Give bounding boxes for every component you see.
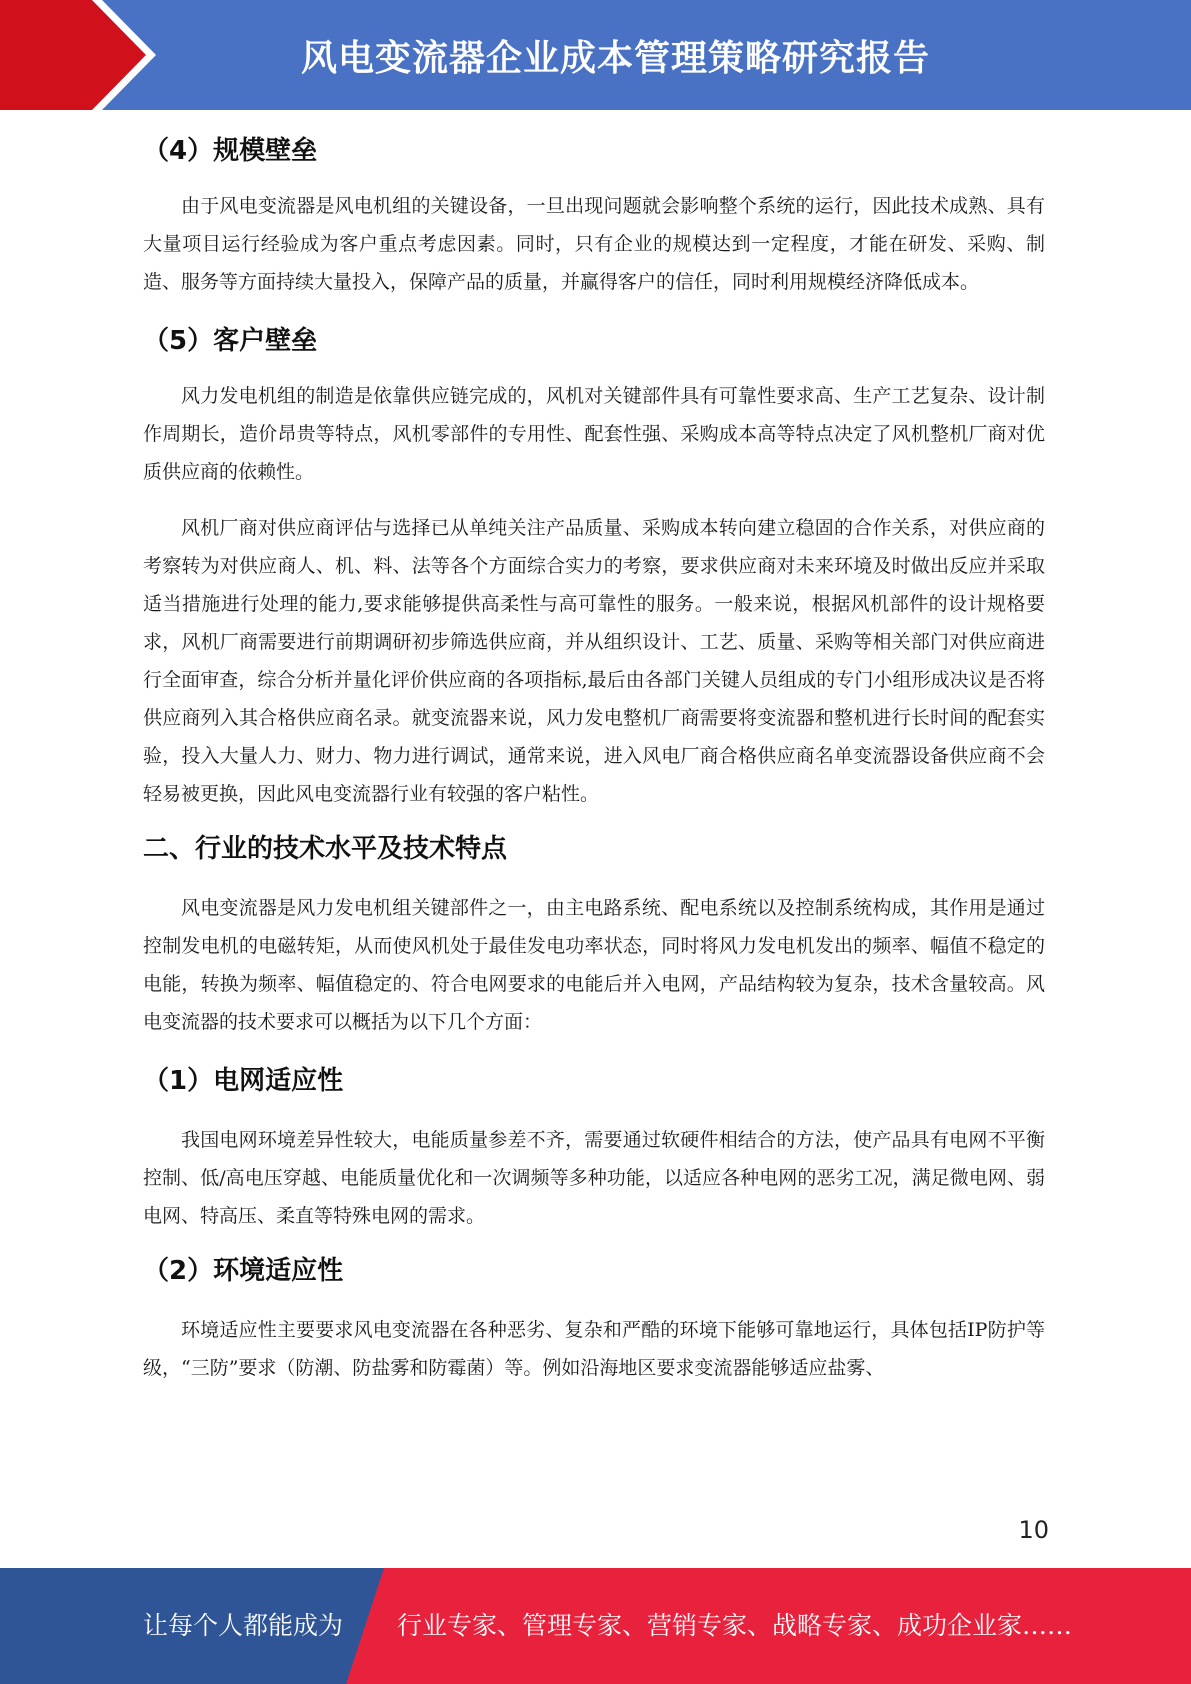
footer-slogan-right: 行业专家、管理专家、营销专家、战略专家、成功企业家…… bbox=[397, 1611, 1073, 1640]
header-chevron-decoration bbox=[0, 0, 160, 110]
chevron-red-shape bbox=[0, 0, 146, 110]
heading-scale-barrier: （4）规模壁垒 bbox=[143, 136, 318, 166]
paragraph-env-adaptability: 环境适应性主要要求风电变流器在各种恶劣、复杂和严酷的环境下能够可靠地运行，具体包括IP防护等级，“三防”要求（防潮、防盐雾和防霉菌）等。例如沿海地区要求变流器能够适应盐雾、 bbox=[143, 1319, 1045, 1379]
paragraph-tech-level: 风电变流器是风力发电机组关键部件之一，由主电路系统、配电系统以及控制系统构成，其作用是通过控制发电机的电磁转矩，从而使风机处于最佳发电功率状态，同时将风力发电机发出的频率、幅值不稳定的电能，转换为频率、幅值稳定的、符合电网要求的电能后并入电网，产品结构较为复杂，技术含量较高。风电变流器的技术要求可以概括为以下几个方面： bbox=[143, 897, 1045, 1033]
heading-env-adaptability: （2）环境适应性 bbox=[143, 1256, 344, 1286]
heading-tech-level: 二、行业的技术水平及技术特点 bbox=[143, 834, 508, 864]
footer-slogan-left: 让每个人都能成为 bbox=[143, 1611, 344, 1640]
page-content bbox=[143, 125, 1045, 1387]
paragraph-grid-adaptability: 我国电网环境差异性较大，电能质量参差不齐，需要通过软硬件相结合的方法，使产品具有电网不平衡控制、低/高电压穿越、电能质量优化和一次调频等多种功能，以适应各种电网的恶劣工况，满足微电网、弱电网、特高压、柔直等特殊电网的需求。 bbox=[143, 1129, 1045, 1227]
heading-customer-barrier: （5）客户壁垒 bbox=[143, 326, 318, 356]
paragraph-scale-barrier: 由于风电变流器是风电机组的关键设备，一旦出现问题就会影响整个系统的运行，因此技术成熟、具有大量项目运行经验成为客户重点考虑因素。同时，只有企业的规模达到一定程度，才能在研发、采购、制造、服务等方面持续大量投入，保障产品的质量，并赢得客户的信任，同时利用规模经济降低成本。 bbox=[143, 195, 1045, 293]
paragraph-customer-barrier-2: 风机厂商对供应商评估与选择已从单纯关注产品质量、采购成本转向建立稳固的合作关系，对供应商的考察转为对供应商人、机、料、法等各个方面综合实力的考察，要求供应商对未来环境及时做出反应并采取适当措施进行处理的能力,要求能够提供高柔性与高可靠性的服务。一般来说，根据风机部件的设计规格要求，风机厂商需要进行前期调研初步筛选供应商，并从组织设计、工艺、质量、采购等相关部门对供应商进行全面审查，综合分析并量化评价供应商的各项指标,最后由各部门关键人员组成的专门小组形成决议是否将供应商列入其合格供应商名录。就变流器来说，风力发电整机厂商需要将变流器和整机进行长时间的配套实验，投入大量人力、财力、物力进行调试，通常来说，进入风电厂商合格供应商名单变流器设备供应商不会轻易被更换，因此风电变流器行业有较强的客户粘性。 bbox=[143, 517, 1045, 805]
page-header bbox=[0, 0, 1191, 110]
paragraph-customer-barrier-1: 风力发电机组的制造是依靠供应链完成的，风机对关键部件具有可靠性要求高、生产工艺复杂、设计制作周期长，造价昂贵等特点，风机零部件的专用性、配套性强、采购成本高等特点决定了风机整机厂商对优质供应商的依赖性。 bbox=[143, 385, 1045, 483]
page-number: 10 bbox=[1018, 1516, 1049, 1544]
report-title: 风电变流器企业成本管理策略研究报告 bbox=[300, 37, 930, 79]
page-footer bbox=[0, 1568, 1191, 1684]
heading-grid-adaptability: （1）电网适应性 bbox=[143, 1066, 344, 1096]
